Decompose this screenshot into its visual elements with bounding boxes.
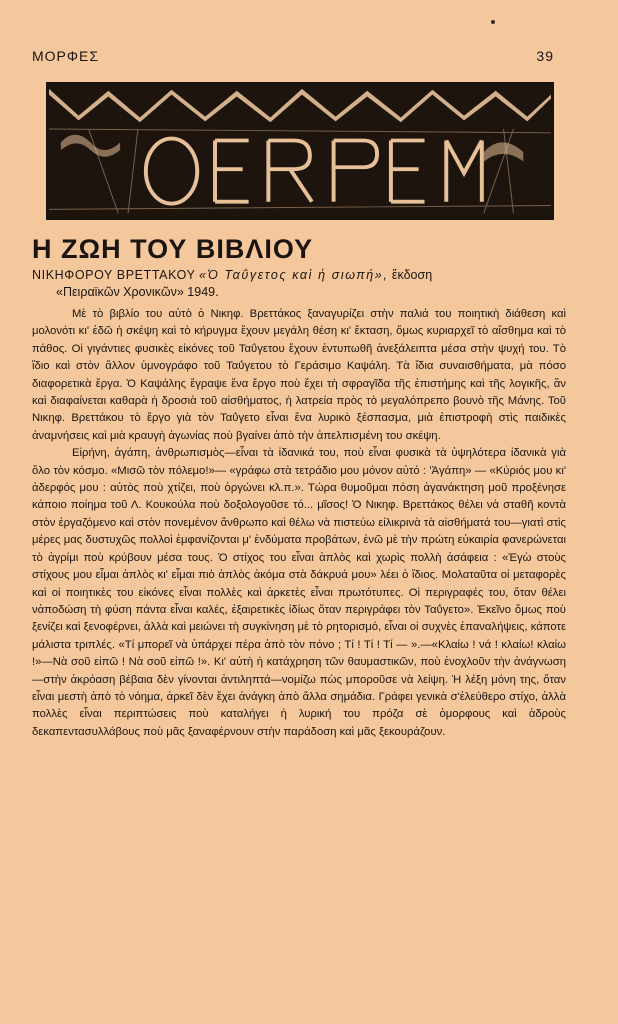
author-name: ΝΙΚΗΦΟΡΟΥ ΒΡΕΤΤΑΚΟΥ	[32, 268, 196, 282]
page-number: 39	[536, 48, 554, 64]
book-reference	[32, 267, 566, 301]
speck	[491, 20, 495, 24]
paragraph: Μὲ τὸ βιβλίο του αὐτὸ ὁ Νικηφ. Βρεττάκος ξαναγυρίζει στὴν παλιά του ποιητικὴ διάθεση καὶ μολονότι κι' ἐδῶ ἡ σκέψη καὶ τὸ κήρυγμα ἔχουν μεγάλη θέση κι' ἔκταση, ὅμως κυριαρχεῖ τὸ αἴσθημα καὶ τὸ πάθος. Οἱ γιγάντιες φυσικὲς εἰκόνες τοῦ Ταΰγετου ἔχουν ἐντυπωθῆ ἀνεξάλειπτα μέσα στὴν ψυχή του. Τὸ ἴδιο καὶ στὸν ἄλλον ὑμνογράφο τοῦ Ταΰγετου τὸ Γεράσιμο Καψάλη. Τὰ ἴδια συναισθήματα, μὰ πόσο διαφορετικὰ ἔργα. Ὁ Καψάλης ἔγραψε ἕνα ἔργο ποὺ ἔχει τὴ σφραγῖδα τῆς ἐπιστήμης καὶ τῆς λογικῆς, ἂν καὶ διαφαίνεται καθαρὰ ἡ δροσιὰ τοῦ αἰσθήματος, ἡ λατρεία πρὸς τὸ μεγαλόπρεπο βουνὸ τῆς Μάνης. Τοῦ Νικηφ. Βρεττάκου τὸ ἔργο γιὰ τὸν Ταΰγετο εἶναι ἕνα λυρικὸ ξέσπασμα, μιὰ ἐπιστροφὴ στὶς παιδικὲς ἀναμνήσεις καὶ μιὰ κραυγὴ ἀγωνίας ποὺ βγαίνει ἀπὸ τὴν ἀπελπισμένη του σκέψη.	[32, 308, 566, 442]
publisher: «Πειραϊκῶν Χρονικῶν» 1949.	[56, 285, 219, 299]
paragraph: Εἰρήνη, ἀγάπη, ἀνθρωπισμὸς—εἶναι τὰ ἰδανικά του, ποὺ εἶναι φυσικὰ τὰ ὑψηλότερα ἰδανικὰ γιὰ ὅλο τὸν κόσμο. «Μισῶ τὸν πόλεμο!»— «γράφω στὰ τετράδιο μου μόνον αὐτό : 'Ἀγάπη» — «Κύριός μου κι' ἀδερφός μου : αὐτὸς ποὺ χτίζει, ποὺ ὀργώνει κλ.π.». Τώρα θυμοῦμαι πόση ἀγανάκτηση μοῦ προξένησε κάποιο ποίημα τοῦ Λ. Κουκούλα ποὺ δοξολογοῦσε τό... μῖσος! Ὁ Νικηφ. Βρεττάκος θέλει νὰ σταθῆ κοντὰ στὸν ἐργαζόμενο καὶ στὸν πονεμένον ἄνθρωπο καὶ θέλω νὰ πιστεύω εἰλικρινὰ τὰ αἰσθήματά του—γιατὶ στὶς μέρες μας δυστυχῶς πολλοὶ ἐμφανίζονται μ' ἐνδύματα προβάτων, ἐνῶ μὲ τὴν πρώτη εὐκαιρία φανερώνεται τὸ ἀγρίμι ποὺ κρύβουν μέσα τους. Ὁ στίχος του εἶναι ἁπλὸς καὶ χωρὶς πολλὴ ἀσάφεια : «Ἐγὼ στοὺς στίχους μου εἶμαι ἁπλὸς κι' εἶμαι πιὸ ἁπλὸς ἀκόμα στὰ δάκρυά μου» λέει ὁ ἴδιος. Μολαταῦτα οἱ μεταφορὲς καὶ οἱ ποιητικὲς του εἰκόνες εἶναι πολλὲς καὶ ἀρκετὲς εἶναι πρωτότυπες. Οἱ περιγραφές του, ὅταν θέλει νἀποδώση τὴ φύση πάντα εἶναι καλές, ἐξαιρετικὲς ἰδίως ὅταν περιγράφει τὸν Ταΰγετο». Ἐκεῖνο ὅμως ποὺ ξενίζει καὶ ξενοφέρνει, ἀλλὰ καὶ μειώνει τὴ συγκίνηση μὲ τὸ ρητορισμό, εἶναι οἱ συχνὲς ἐπαναλήψεις, κάποτε μάλιστα τριπλές. «Τί μπορεῖ νὰ ὑπάρχει πέρα ἀπὸ τὸν πόνο ; Τί ! Τί ! Τί — ».—«Κλαίω ! νά ! κλαίω! κλαίω !»—Νὰ σοῦ εἰπῶ ! Νὰ σοῦ εἰπῶ !». Κι' αὐτὴ ἡ κατάχρηση τῶν θαυμαστικῶν, ποὺ ἐνοχλοῦν τὴν ἀνάγνωση—στὴν ἀκρόαση βέβαια δὲν γίνονται ἀντιληπτά—νομίζω πὼς μποροῦσε νὰ λείψη. Ἡ λέξη μόνη της, ὅταν εἶναι μεστὴ ἀπὸ τὸ νόημα, ἀρκεῖ δὲν ἔχει ἀνάγκη ἀπὸ ἄλλα σημάδια. Γράφει γενικὰ σ'ἐλεύθερο στίχο, ἀλλὰ πολλὲς εἶναι περιπτώσεις ποὺ καταλήγει ἡ λυρική του πρόζα σὲ ὁμορφους καὶ ἁδροὺς δεκαπεντασυλλάβους ποὺ μᾶς ξαναφέρνουν στὴν παράδοση καὶ μᾶς ξεκουράζουν.	[32, 447, 566, 738]
edition-label: ἔκδοση	[391, 268, 433, 282]
decorative-woodcut-banner-icon	[46, 82, 554, 220]
running-header	[32, 48, 554, 64]
article-body	[32, 306, 566, 741]
book-title: «Ὁ Ταΰγετος καὶ ἡ σιωπή»,	[199, 268, 389, 282]
woodcut-illustration	[49, 85, 551, 217]
journal-name: ΜΟΡΦΕΣ	[32, 48, 100, 64]
section-title: Η ΖΩΗ ΤΟΥ ΒΙΒΛΙΟΥ	[32, 234, 314, 264]
